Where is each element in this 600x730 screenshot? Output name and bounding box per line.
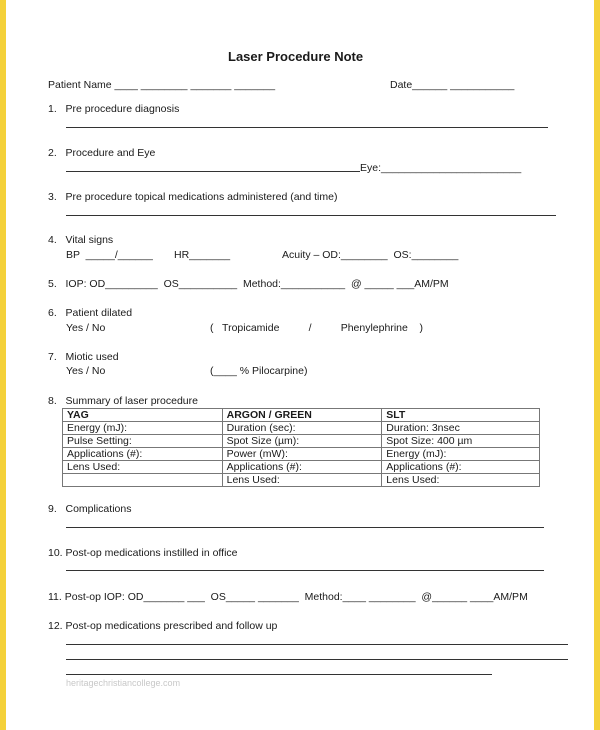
table-cell: Pulse Setting:	[63, 435, 223, 448]
table-row	[63, 435, 540, 448]
table-row	[63, 461, 540, 474]
table-row	[63, 448, 540, 461]
item-procedure-and-eye: 2. Procedure and Eye	[48, 147, 156, 159]
table-cell: Spot Size (µm):	[222, 435, 382, 448]
watermark: heritagechristiancollege.com	[66, 678, 181, 688]
bp-field: BP _____/______	[66, 249, 153, 261]
table-cell: Applications (#):	[382, 461, 540, 474]
date-field: Date______ ___________	[390, 79, 515, 91]
item-laser-summary: 8. Summary of laser procedure	[48, 395, 198, 407]
header-argon-green: ARGON / GREEN	[222, 409, 382, 422]
patient-name-field: Patient Name ____ ________ _______ _______	[48, 79, 276, 91]
eye-field: Eye:________________________	[360, 162, 522, 174]
item-patient-dilated: 6. Patient dilated	[48, 307, 133, 319]
item-pre-procedure-diagnosis: 1. Pre procedure diagnosis	[48, 103, 180, 115]
answer-line	[66, 570, 544, 571]
answer-line	[66, 215, 556, 216]
table-cell: Power (mW):	[222, 448, 382, 461]
answer-line	[66, 659, 568, 660]
table-cell: Energy (mJ):	[63, 422, 223, 435]
answer-line	[66, 674, 492, 675]
answer-line	[66, 527, 544, 528]
dilated-yes-no: Yes / No	[66, 322, 106, 334]
answer-line	[66, 644, 568, 645]
table-header-row	[63, 409, 540, 422]
table-cell: Energy (mJ):	[382, 448, 540, 461]
laser-summary-table	[62, 408, 540, 487]
pilocarpine-field: (____ % Pilocarpine)	[210, 365, 308, 377]
table-cell: Spot Size: 400 µm	[382, 435, 540, 448]
acuity-field: Acuity – OD:________ OS:________	[282, 249, 459, 261]
table-cell: Applications (#):	[63, 448, 223, 461]
table-row	[63, 422, 540, 435]
table-cell	[63, 474, 223, 487]
item-post-op-iop: 11. Post-op IOP: OD_______ ___ OS_____ _______ Method:____ ________ @______ ____AM/PM	[48, 591, 528, 603]
table-cell: Applications (#):	[222, 461, 382, 474]
item-vital-signs: 4. Vital signs	[48, 234, 114, 246]
item-post-op-prescriptions: 12. Post-op medications prescribed and follow up	[48, 620, 278, 632]
item-complications: 9. Complications	[48, 503, 132, 515]
document-page	[6, 0, 594, 730]
dilation-drops: ( Tropicamide / Phenylephrine )	[210, 322, 423, 334]
table-cell: Lens Used:	[222, 474, 382, 487]
miotic-yes-no: Yes / No	[66, 365, 106, 377]
item-post-op-medications-office: 10. Post-op medications instilled in office	[48, 547, 238, 559]
table-cell: Duration (sec):	[222, 422, 382, 435]
item-iop: 5. IOP: OD_________ OS__________ Method:___________ @ _____ ___AM/PM	[48, 278, 449, 290]
header-yag: YAG	[63, 409, 223, 422]
answer-line	[66, 127, 548, 128]
table-row	[63, 474, 540, 487]
table-cell: Duration: 3nsec	[382, 422, 540, 435]
item-miotic-used: 7. Miotic used	[48, 351, 119, 363]
document-title: Laser Procedure Note	[228, 49, 364, 64]
hr-field: HR_______	[174, 249, 231, 261]
table-cell: Lens Used:	[63, 461, 223, 474]
header-slt: SLT	[382, 409, 540, 422]
item-topical-medications: 3. Pre procedure topical medications administered (and time)	[48, 191, 338, 203]
table-cell: Lens Used:	[382, 474, 540, 487]
answer-line	[66, 171, 360, 172]
